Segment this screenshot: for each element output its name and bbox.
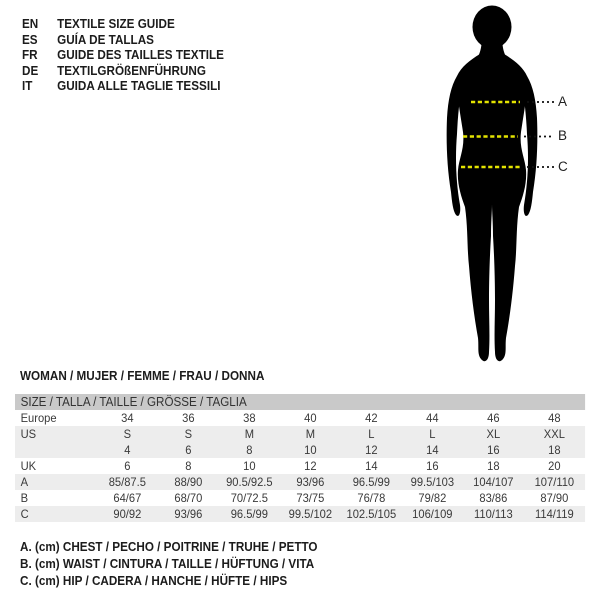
legend-line-chest: A. (cm) CHEST / PECHO / POITRINE / TRUHE / PETTO	[20, 539, 318, 554]
page-title: GUIDA ALLE TAGLIE TESSILI	[57, 78, 221, 94]
size-cell: 104/107	[473, 475, 514, 489]
language-row	[22, 47, 224, 63]
marker-label-a: A	[558, 94, 568, 109]
size-cell: 70/72.5	[230, 491, 268, 505]
gender-heading: WOMAN / MUJER / FEMME / FRAU / DONNA	[20, 368, 265, 383]
size-cell: 8	[185, 459, 192, 473]
size-cell: 107/110	[534, 475, 575, 489]
size-table-header: SIZE / TALLA / TAILLE / GRÖSSE / TAGLIA	[15, 394, 585, 410]
size-cell: 46	[487, 411, 500, 425]
size-cell: 16	[426, 459, 439, 473]
table-row-europe	[15, 410, 585, 426]
language-code: FR	[22, 47, 38, 63]
page-title: TEXTILE SIZE GUIDE	[57, 16, 175, 31]
size-cell: 76/78	[357, 491, 386, 505]
row-label: C	[20, 507, 29, 521]
legend-line-waist: B. (cm) WAIST / CINTURA / TAILLE / HÜFTUNG / VITA	[20, 556, 315, 571]
language-code: EN	[22, 16, 39, 31]
row-label: UK	[20, 459, 37, 473]
size-cell: 42	[365, 411, 378, 425]
page-title: GUÍA DE TALLAS	[57, 31, 154, 47]
size-cell: 73/75	[296, 491, 325, 505]
size-cell: XXL	[543, 427, 565, 441]
size-cell: 6	[185, 443, 192, 457]
legend-line-hip: C. (cm) HIP / CADERA / HANCHE / HÜFTE / HIPS	[20, 573, 288, 588]
size-cell: 83/86	[479, 491, 508, 505]
size-cell: 18	[548, 443, 561, 457]
size-cell: 106/109	[412, 507, 453, 521]
language-row	[22, 32, 224, 48]
size-table	[15, 394, 585, 522]
size-cell: L	[429, 427, 436, 441]
size-cell: 40	[304, 411, 317, 425]
language-code: DE	[22, 62, 39, 78]
size-cell: 20	[548, 459, 561, 473]
table-row-hip	[15, 506, 585, 522]
row-label: Europe	[20, 411, 57, 425]
table-row-uk	[15, 458, 585, 474]
size-cell: 93/96	[296, 475, 325, 489]
size-cell: 110/113	[473, 507, 513, 521]
size-cell: 87/90	[540, 491, 569, 505]
size-cell: M	[305, 427, 315, 441]
page-title: TEXTILGRÖßENFÜHRUNG	[57, 62, 206, 78]
size-cell: 96.5/99	[352, 475, 390, 489]
size-cell: S	[123, 427, 132, 441]
size-cell: 34	[121, 411, 134, 425]
size-cell: 68/70	[174, 491, 203, 505]
page-title: GUIDE DES TAILLES TEXTILE	[57, 47, 224, 63]
size-cell: 44	[426, 411, 439, 425]
size-cell: 88/90	[174, 475, 203, 489]
size-cell: 14	[426, 443, 439, 457]
size-cell: 85/87.5	[108, 475, 146, 489]
size-cell: 102.5/105	[346, 507, 397, 521]
size-cell: 12	[304, 459, 317, 473]
table-row-chest	[15, 474, 585, 490]
language-row	[22, 16, 224, 32]
size-cell: 114/119	[535, 507, 574, 521]
row-label	[15, 442, 97, 458]
row-label: US	[20, 427, 37, 441]
woman-silhouette-figure	[420, 0, 600, 380]
size-cell: 6	[124, 459, 131, 473]
size-cell: 14	[365, 459, 378, 473]
size-cell: 12	[365, 443, 378, 457]
size-cell: 4	[124, 443, 131, 457]
size-cell: 64/67	[113, 491, 142, 505]
language-row	[22, 63, 224, 79]
size-cell: XL	[486, 427, 501, 441]
language-row	[22, 78, 224, 94]
size-cell: 99.5/102	[288, 507, 333, 521]
language-code: ES	[22, 31, 38, 47]
size-cell: 93/96	[174, 507, 203, 521]
row-label: A	[20, 475, 29, 489]
table-row-waist	[15, 490, 585, 506]
size-cell: 79/82	[418, 491, 447, 505]
measurement-legend	[20, 538, 318, 589]
size-cell: 90/92	[113, 507, 142, 521]
marker-label-c: C	[558, 159, 568, 174]
marker-label-b: B	[558, 128, 568, 143]
size-cell: 99.5/103	[410, 475, 455, 489]
row-label: B	[20, 491, 29, 505]
language-code: IT	[22, 78, 33, 94]
torso-legs-silhouette	[457, 51, 527, 361]
size-cell: 36	[182, 411, 195, 425]
size-cell: 96.5/99	[230, 507, 268, 521]
size-cell: 38	[243, 411, 256, 425]
table-row-us-numbers	[15, 442, 585, 458]
size-cell: M	[244, 427, 254, 441]
size-cell: 10	[304, 443, 317, 457]
language-title-list	[22, 16, 224, 94]
size-cell: 16	[487, 443, 500, 457]
size-cell: 8	[246, 443, 253, 457]
size-cell: 48	[548, 411, 561, 425]
size-cell: 10	[243, 459, 256, 473]
table-row-us-letters	[15, 426, 585, 442]
size-cell: 90.5/92.5	[226, 475, 273, 489]
size-cell: 18	[487, 459, 500, 473]
size-cell: S	[184, 427, 193, 441]
size-cell: L	[368, 427, 375, 441]
